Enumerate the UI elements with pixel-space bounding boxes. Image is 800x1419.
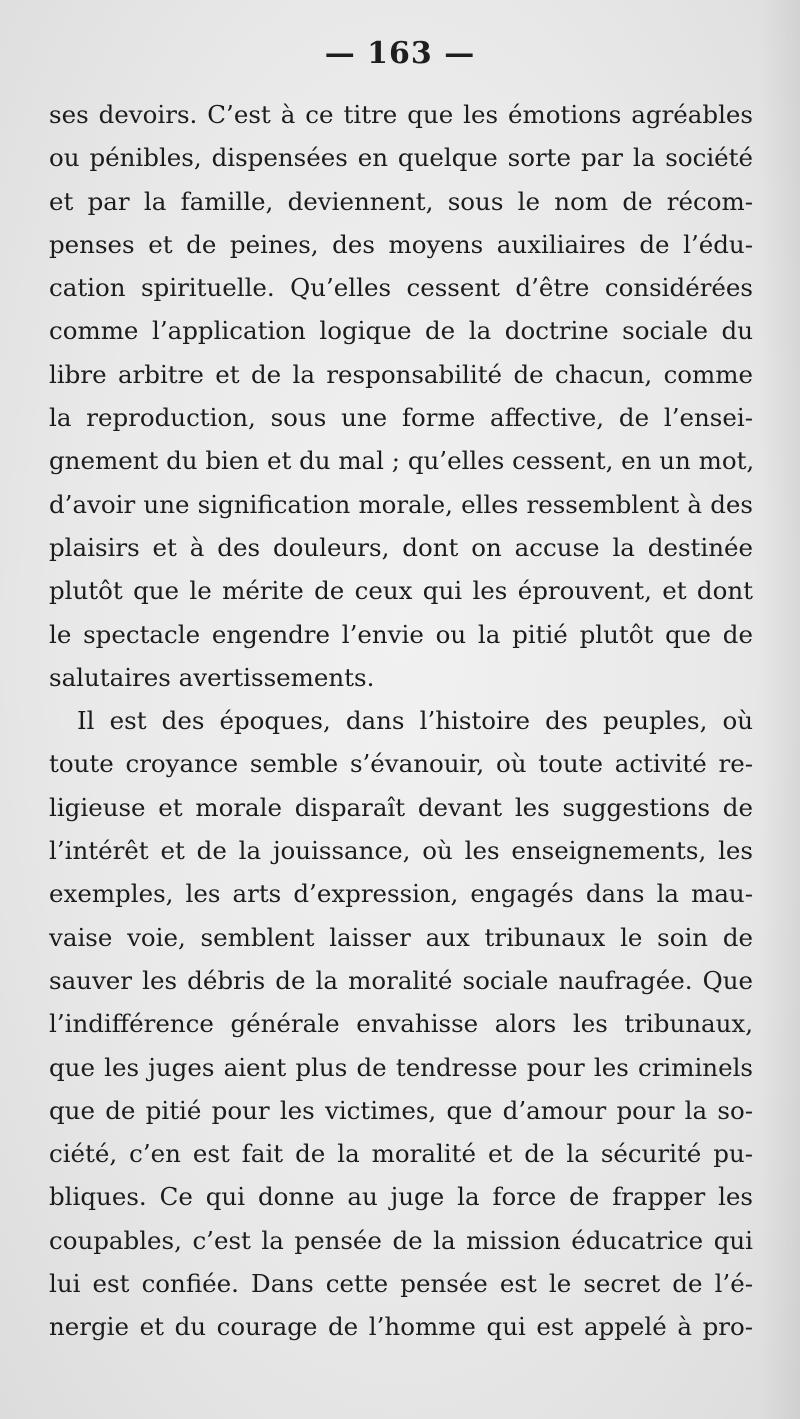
paragraph-2 <box>49 699 753 1348</box>
body-text <box>49 93 753 1349</box>
text-line: exemples, les arts d’expression, engagés dans la mau- <box>49 879 753 909</box>
text-line: bliques. Ce qui donne au juge la force de frapper les <box>49 1182 753 1212</box>
text-line: d’avoir une signification morale, elles ressemblent à des <box>49 489 753 519</box>
text-line: ligieuse et morale disparaît devant les suggestions de <box>49 792 753 822</box>
text-line: la reproduction, sous une forme affective, de l’ensei- <box>49 403 753 433</box>
text-line: comme l’application logique de la doctrine sociale du <box>49 316 753 346</box>
text-line: ciété, c’en est fait de la moralité et de la sécurité pu- <box>49 1139 753 1169</box>
text-line: l’intérêt et de la jouissance, où les enseignements, les <box>49 836 753 866</box>
text-line: l’indifférence générale envahisse alors les tribunaux, <box>49 1009 753 1039</box>
text-line: sauver les débris de la moralité sociale naufragée. Que <box>49 965 753 995</box>
text-line: ses devoirs. C’est à ce titre que les émotions agréables <box>49 100 753 129</box>
text-line: le spectacle engendre l’envie ou la pitié plutôt que de <box>49 619 753 649</box>
text-line: vaise voie, semblent laisser aux tribunaux le soin de <box>49 922 753 952</box>
text-line: lui est confiée. Dans cette pensée est le secret de l’é- <box>49 1269 753 1299</box>
text-line: salutaires avertissements. <box>49 662 375 692</box>
text-line: et par la famille, deviennent, sous le nom de récom- <box>49 186 753 216</box>
text-line: plutôt que le mérite de ceux qui les éprouvent, et dont <box>49 576 753 606</box>
text-line: toute croyance semble s’évanouir, où toute activité re- <box>49 749 753 779</box>
text-line: coupables, c’est la pensée de la mission éducatrice qui <box>49 1225 753 1255</box>
text-line: gnement du bien et du mal ; qu’elles cessent, en un mot, <box>49 446 755 476</box>
paragraph-1 <box>49 93 753 699</box>
text-line: penses et de peines, des moyens auxiliaires de l’édu- <box>49 229 753 259</box>
text-line: cation spirituelle. Qu’elles cessent d’être considérées <box>49 273 753 303</box>
text-line: ou pénibles, dispensées en quelque sorte par la société <box>49 143 753 173</box>
text-line: libre arbitre et de la responsabilité de chacun, comme <box>49 359 753 389</box>
text-line: Il est des époques, dans l’histoire des peuples, où <box>77 706 753 736</box>
text-line: que les juges aient plus de tendresse pour les criminels <box>49 1052 753 1082</box>
text-line: nergie et du courage de l’homme qui est appelé à pro- <box>49 1312 753 1342</box>
text-line: plaisirs et à des douleurs, dont on accuse la destinée <box>49 532 753 562</box>
page-number: — 163 — <box>324 36 476 71</box>
text-line: que de pitié pour les victimes, que d’amour pour la so- <box>49 1095 753 1125</box>
